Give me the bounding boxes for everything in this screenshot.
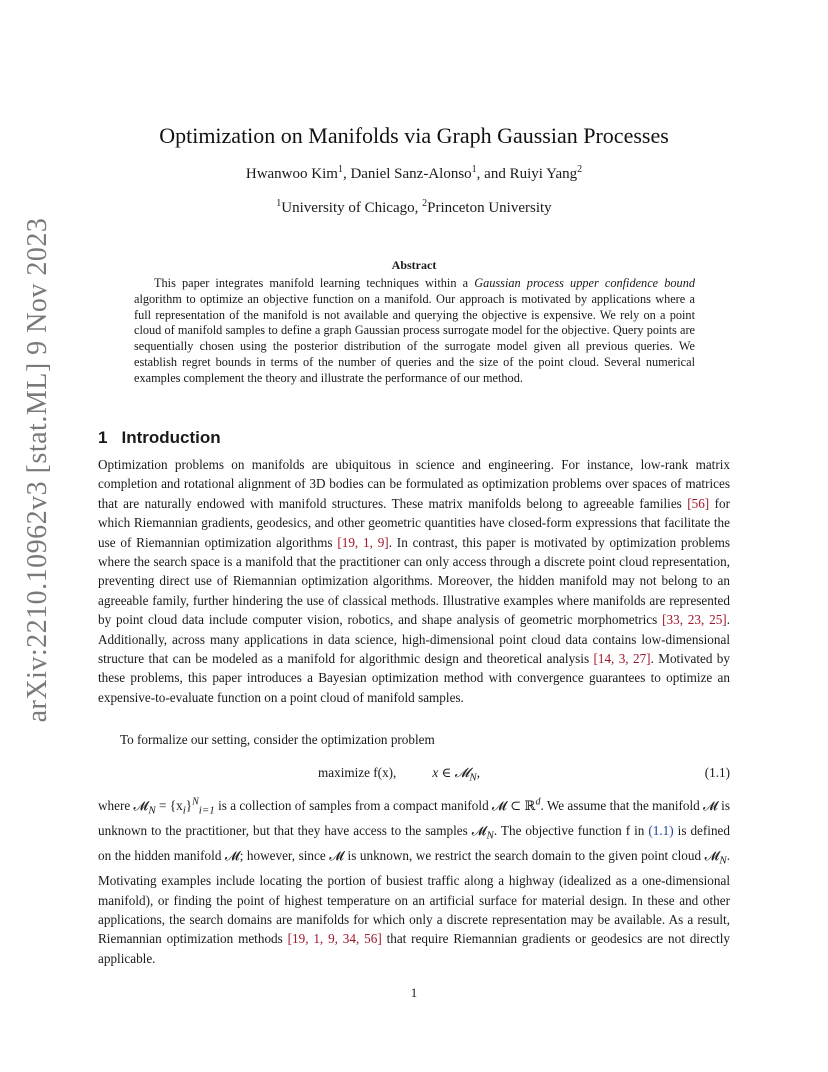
citation-link[interactable]: [14, 3, 27]: [593, 651, 651, 667]
paragraph-text: = {x: [155, 798, 183, 813]
citation-link[interactable]: [19, 1, 9]: [337, 534, 389, 550]
author-list: [0, 166, 828, 183]
citation-link[interactable]: [56]: [687, 495, 710, 511]
paragraph-text: . The objective function f in: [493, 823, 649, 839]
paragraph-text: that require Riemannian gradients or geodesics are not directly applicable.: [98, 931, 730, 966]
paragraph-text: . Motivating examples include locating the portion of busiest traffic along a highway (idealized as a one-dimensional manifold), or finding the point of highest temperature on an artificial surface for material design. In these and other applications, the search domains are manifolds for which only a discrete representation may be available. As a result, Riemannian optimization methods: [98, 848, 730, 947]
author-separator: ,: [342, 166, 351, 182]
abstract-emphasis: Gaussian process upper confidence bound: [474, 276, 695, 290]
paragraph-text: . Motivated by these problems, this paper introduces a Bayesian optimization method with convergence guarantees to optimize an expensive-to-evaluate function on a point cloud of manifold samples.: [98, 651, 730, 705]
affiliation-mark: 2: [422, 198, 428, 209]
intro-paragraph-2: To formalize our setting, consider the optimization problem: [120, 732, 435, 747]
math-superscript: d: [535, 796, 541, 808]
math-superscript: N: [192, 796, 199, 808]
equation-lhs: maximize f(x),: [318, 765, 397, 780]
affiliation-mark: 1: [276, 198, 282, 209]
affiliation-separator: ,: [414, 200, 423, 216]
author-name: Ruiyi Yang: [509, 166, 578, 182]
math-subscript: N: [148, 804, 156, 817]
section-title: Introduction: [121, 428, 221, 447]
paragraph-text: . Additionally, across many applications in data science, high-dimensional point cloud data contains low-dimensional structure that can be modeled as a manifold for algorithmic design and theoretical analysis: [98, 612, 730, 667]
section-heading: [98, 428, 221, 448]
citation-link[interactable]: [19, 1, 9, 34, 56]: [287, 931, 382, 947]
math-subscript: i=1: [198, 804, 215, 817]
paragraph-text: . In contrast, this paper is motivated by optimization problems where the search space is a manifold that the practitioner can only access through a discrete point cloud representation, preventing direct use of Riemannian optimization algorithms. Moreover, the hidden manifold may not belong to an agreeable family, further hindering the use of classical methods. Illustrative examples where manifolds are represented by point cloud data include computer vision, robotics, and shape analysis of geometric morphometrics: [98, 534, 730, 628]
author-name: Daniel Sanz-Alonso: [350, 166, 472, 182]
paragraph-text: is a collection of samples from a compact manifold 𝓜 ⊂ ℝ: [214, 798, 536, 813]
intro-paragraph-1: [98, 455, 730, 707]
abstract-text: This paper integrates manifold learning techniques within a: [154, 276, 475, 290]
equation-punct: ,: [476, 765, 480, 780]
affiliation-name: Princeton University: [427, 200, 552, 216]
math-subscript: N: [719, 854, 727, 867]
equation-subscript: N: [469, 771, 477, 784]
section-number: 1: [98, 428, 108, 447]
math-subscript: i: [182, 804, 186, 817]
paragraph-text: }: [185, 798, 193, 813]
equation-rhs: x ∈ 𝓜: [432, 765, 470, 780]
affiliation-list: [0, 200, 828, 217]
paragraph-text: where 𝓜: [98, 798, 149, 813]
math-subscript: N: [486, 829, 494, 842]
author-separator: , and: [476, 166, 510, 182]
intro-paragraph-3: [98, 796, 730, 968]
paragraph-text: . We assume that the manifold 𝓜 is unknown to the practitioner, but that they have access to the samples 𝓜: [98, 798, 730, 839]
paragraph-text: is defined on the hidden manifold 𝓜; however, since 𝓜 is unknown, we restrict the search domain to the given point cloud 𝓜: [98, 823, 730, 864]
author-affiliation-mark: 1: [471, 164, 477, 175]
abstract-text: algorithm to optimize an objective function on a manifold. Our approach is motivated by applications where a full representation of the manifold is not available and querying the objective is expensive. We rely on a point cloud of manifold samples to define a graph Gaussian process surrogate model for the objective. Query points are sequentially chosen using the posterior distribution of the surrogate model given all previous queries. We establish regret bounds in terms of the number of queries and the size of the point cloud. Several numerical examples complement the theory and illustrate the performance of our method.: [134, 291, 695, 385]
author-affiliation-mark: 1: [337, 164, 343, 175]
citation-link[interactable]: [33, 23, 25]: [662, 612, 727, 628]
abstract-heading: Abstract: [391, 258, 437, 272]
abstract-body: [134, 276, 695, 387]
affiliation-name: University of Chicago: [281, 200, 415, 216]
equation-1-1: [98, 765, 730, 785]
equation-number: (1.1): [704, 765, 730, 780]
equation-body: [318, 765, 480, 784]
author-affiliation-mark: 2: [577, 164, 583, 175]
paper-title: Optimization on Manifolds via Graph Gaussian Processes: [159, 122, 669, 148]
page-number: 1: [410, 985, 418, 1000]
arxiv-identifier: arXiv:2210.10962v3 [stat.ML] 9 Nov 2023: [22, 217, 53, 723]
paragraph-text: for which Riemannian gradients, geodesics, and other geometric quantities have closed-form expressions that facilitate the use of Riemannian optimization algorithms: [98, 495, 730, 550]
equation-reference-link[interactable]: (1.1): [648, 823, 674, 839]
paragraph-text: Optimization problems on manifolds are ubiquitous in science and engineering. For instance, low-rank matrix completion and rotational alignment of 3D bodies can be formulated as optimization problems over spaces of matrices that are naturally endowed with manifold structures. These matrix manifolds belong to agreeable families: [98, 457, 730, 511]
author-name: Hwanwoo Kim: [245, 166, 338, 182]
